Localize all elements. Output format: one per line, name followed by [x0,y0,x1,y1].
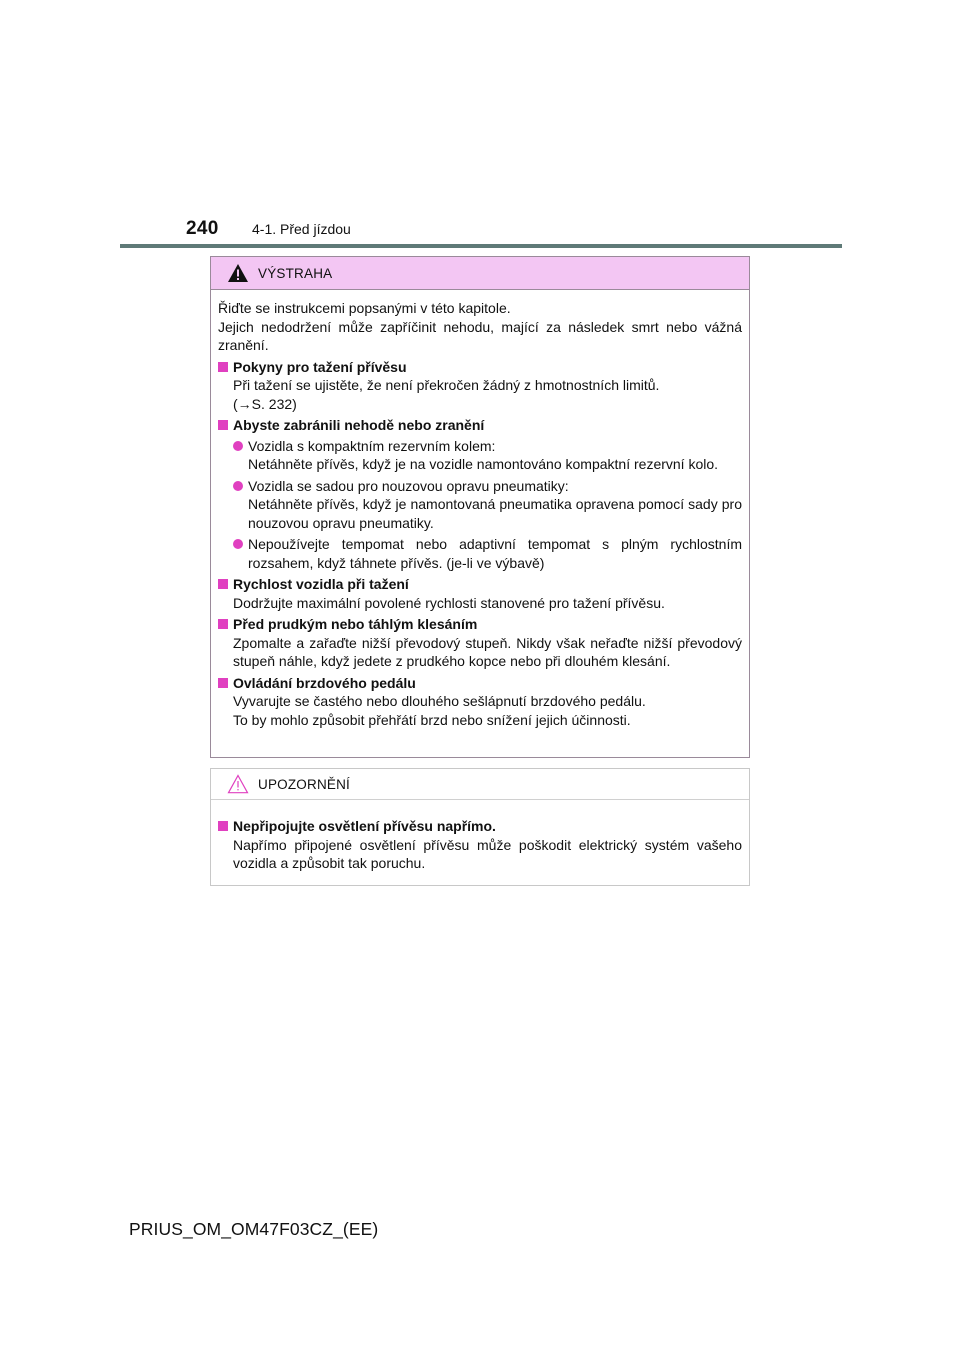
section-text [218,836,742,873]
section-heading [218,416,742,435]
square-bullet-icon [218,362,228,372]
text-line: Nepoužívejte tempomat nebo adaptivní tempomat s plným rychlostním rozsahem, když táhnete přívěs. (je-li ve výbavě) [248,536,742,571]
section-block [218,575,742,612]
text-line: Dodržujte maximální povolené rychlosti stanovené pro tažení přívěsu. [233,594,665,611]
section-title-text: Nepřipojujte osvětlení přívěsu napřímo. [233,818,496,834]
text-line: Netáhněte přívěs, když je namontovaná pneumatika opravena pomocí sady pro nouzovou opravu pneumatiky. [248,496,742,531]
section-text [218,634,742,671]
section-block [218,817,742,873]
section-title-text: Abyste zabránili nehodě nebo zranění [233,417,485,433]
warning-box [210,256,750,758]
section-text [218,376,742,413]
intro-line: Jejich nedodržení může zapříčinit nehodu, mající za následek smrt nebo vážná zranění. [218,318,742,353]
section-block [218,416,742,572]
bullet-text [248,437,718,474]
page-number: 240 [186,218,219,239]
warning-body [211,290,749,729]
section-text [218,692,742,729]
section-title-text: Před prudkým nebo táhlým klesáním [233,616,478,632]
section-block [218,358,742,414]
square-bullet-icon [218,678,228,688]
round-bullet-icon [233,481,243,491]
section-title-text: Rychlost vozidla při tažení [233,576,409,592]
caution-triangle-icon [227,774,249,794]
notice-box [210,768,750,886]
section-block [218,615,742,671]
square-bullet-icon [218,821,228,831]
warning-header [211,257,749,290]
text-line: Při tažení se ujistěte, že není překročen žádný z hmotnostních limitů. [233,377,660,393]
text-line: Napřímo připojené osvětlení přívěsu může poškodit elektrický systém vašeho vozidla a způsobit tak poruchu. [233,836,742,871]
intro-line: Řiďte se instrukcemi popsanými v této kapitole. [218,300,511,316]
section-text [218,594,742,613]
section-heading [218,615,742,634]
section-title-text: Pokyny pro tažení přívěsu [233,358,407,375]
document-code: PRIUS_OM_OM47F03CZ_(EE) [129,1219,379,1239]
bullet-text [248,477,742,533]
section-title-text: Ovládání brzdového pedálu [233,674,416,691]
text-line: (→S. 232) [233,395,297,412]
page-header [186,218,351,244]
text-line: Zpomalte a zařaďte nižší převodový stupeň. Nikdy však neřaďte nižší převodový stupeň náhle, když jedete z prudkého kopce nebo při dlouhém klesání. [233,634,742,669]
bullet-item [218,535,742,572]
section-heading [218,575,742,594]
notice-label: UPOZORNĚNÍ [258,776,351,792]
bullet-text [248,535,742,572]
section-title: 4-1. Před jízdou [252,221,351,237]
square-bullet-icon [218,619,228,629]
warning-triangle-icon [227,263,249,283]
round-bullet-icon [233,441,243,451]
text-line: Vozidla s kompaktním rezervním kolem: [248,437,496,454]
text-line: To by mohlo způsobit přehřátí brzd nebo snížení jejich účinnosti. [233,711,631,728]
section-heading [218,817,742,836]
header-divider [120,244,842,248]
warning-label: VÝSTRAHA [258,265,333,281]
warning-sections [218,358,742,730]
section-heading [218,358,742,377]
notice-body [211,800,749,873]
text-line: Netáhněte přívěs, když je na vozidle namontováno kompaktní rezervní kolo. [248,456,719,472]
notice-sections [218,817,742,873]
section-block [218,674,742,730]
notice-header [211,769,749,800]
text-line: Vozidla se sadou pro nouzovou opravu pneumatiky: [248,477,569,494]
bullet-item [218,437,742,474]
text-line: Vyvarujte se častého nebo dlouhého sešlápnutí brzdového pedálu. [233,693,646,709]
round-bullet-icon [233,539,243,549]
section-heading [218,674,742,693]
square-bullet-icon [218,579,228,589]
bullet-item [218,477,742,533]
square-bullet-icon [218,420,228,430]
warning-intro [218,299,742,355]
